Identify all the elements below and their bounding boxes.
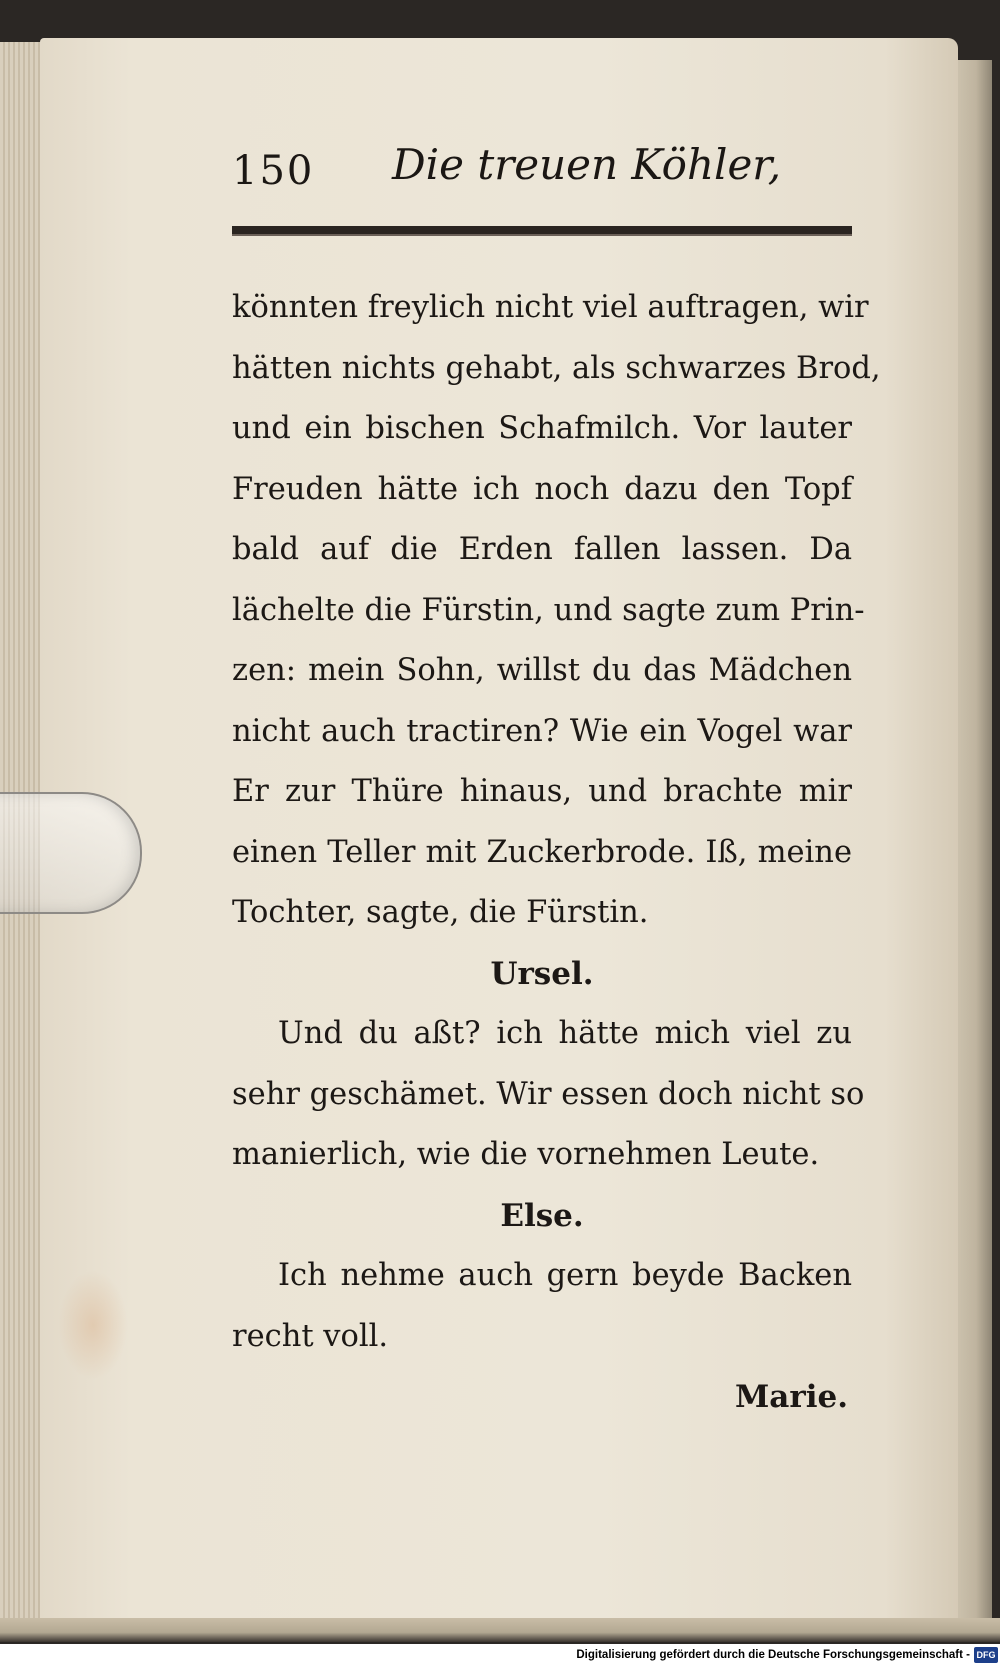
page-clip [0,792,142,914]
page-number: 150 [232,148,315,194]
book-bottom-edge [0,1618,1000,1642]
speaker-name-else: Else. [500,1197,584,1234]
text-line: Tochter, sagte, die Fürstin. [232,895,649,930]
catchword-marie: Marie. [734,1379,848,1415]
text-line: hätten nichts gehabt, als schwarzes Brod, [232,350,881,386]
book-right-edge [952,60,992,1620]
text-line: Und du aßt? ich hätte mich viel zu [278,1016,852,1051]
header-rule [232,226,852,236]
text-line: Freuden hätte ich noch dazu den Topf [232,471,852,507]
text-line: lächelte die Fürstin, und sagte zum Prin- [232,592,865,628]
text-line: nicht auch tractiren? Wie ein Vogel war [232,713,852,749]
running-header [232,140,852,200]
body-text [232,278,881,1428]
digitization-footer [0,1644,1000,1668]
paper-stain [58,1270,128,1380]
text-line: könnten freylich nicht viel auftragen, wir [232,290,869,325]
running-title: Die treuen Köhler, [392,140,782,189]
dfg-logo: DFG [974,1647,998,1663]
text-line: Er zur Thüre hinaus, und brachte mir [232,774,852,809]
text-line: einen Teller mit Zuckerbrode. Iß, meine [232,834,852,870]
text-line: bald auf die Erden fallen lassen. Da [232,532,852,567]
text-line: recht voll. [232,1318,389,1354]
speaker-name-ursel: Ursel. [490,955,594,992]
text-line: manierlich, wie die vornehmen Leute. [232,1137,820,1172]
text-line: sehr geschämet. Wir essen doch nicht so [232,1076,865,1112]
text-line: und ein bischen Schafmilch. Vor lauter [232,411,852,446]
text-line: Ich nehme auch gern beyde Backen [278,1258,852,1293]
text-line: zen: mein Sohn, willst du das Mädchen [232,653,852,688]
footer-credit: Digitalisierung gefördert durch die Deutsche Forschungsgemeinschaft - [576,1649,970,1661]
